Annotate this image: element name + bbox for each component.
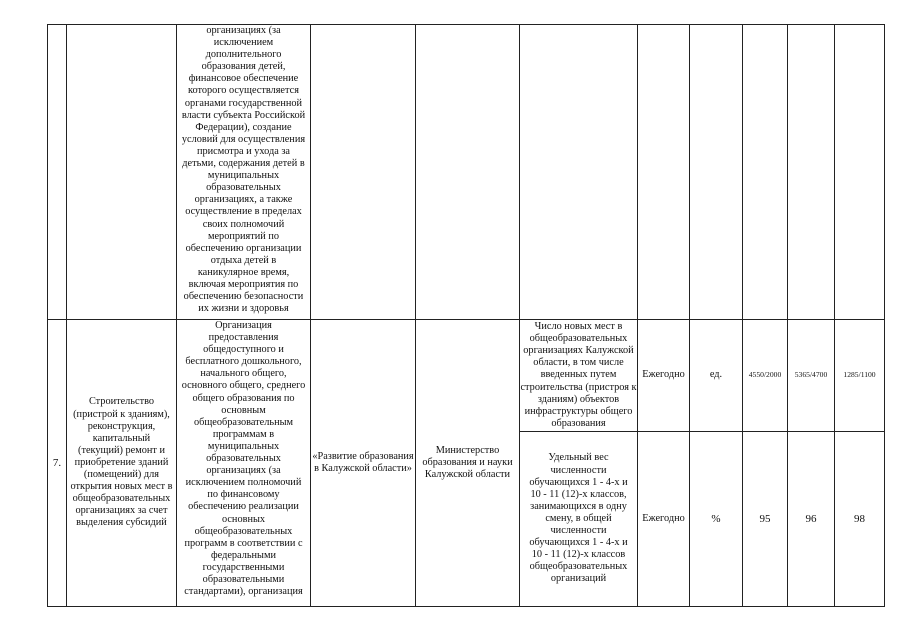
indicator-value: 96 (805, 512, 817, 525)
indicator-value: 95 (759, 512, 771, 525)
indicator-unit: % (711, 512, 721, 525)
indicator-periodicity: Ежегодно (642, 512, 685, 524)
indicator-value: 98 (854, 512, 865, 525)
row-number: 7. (52, 456, 62, 469)
indicator-unit: ед. (709, 369, 723, 381)
table-border-bottom (47, 606, 885, 607)
executor-name: Министерство образования и науки Калужской области (422, 444, 513, 481)
powers-continued-text: организациях (за исключением дополнительного образования детей, финансовое обеспечение которого осуществляется органами государственной власти субъекта Российской Федерации), создание условий для осуществления присмотра и ухода за детьми, содержания детей в муниципальных образовательных организациях, а также осуществление в пределах своих полномочий мероприятий по обеспечению организации отдыха детей в каникулярное время, включая мероприятия по обеспечению безопасности их жизни и здоровья (181, 25, 306, 315)
indicator-value: 4550/2000 (748, 370, 782, 380)
indicator-name: Удельный вес численности обучающихся 1 - 4-х и 10 - 11 (12)-х классов, занимающихся в одну смену, в общей численности обучающихся 1 - 4-х и 10 - 11 (12)-х классов общеобразовательных организаций (529, 452, 628, 585)
indicator-value: 5365/4700 (794, 370, 828, 380)
indicator-value: 1285/1100 (843, 370, 876, 380)
powers-text: Организация предоставления общедоступного и бесплатного дошкольного, начального общего, основного общего, среднего общего образования по основным общеобразовательным программам в муниципальных образовательных организациях (за исключением полномочий по финансовому обеспечению реализации основных общеобразовательных программ в соответствии с федеральными государственными образовательными стандартами), организация (181, 320, 306, 598)
program-name: «Развитие образования в Калужской области» (312, 450, 414, 474)
table-border-top (47, 24, 885, 25)
task-text: Строительство (пристрой к зданиям), реконструкция, капитальный (текущий) ремонт и приобретение зданий (помещений) для открытия новых мест в общеобразовательных организациях за счет выделения субсидий (70, 396, 173, 529)
table-border-right (884, 24, 885, 607)
indicator-periodicity: Ежегодно (642, 369, 685, 381)
indicator-name: Число новых мест в общеобразовательных организациях Калужской области, в том числе введенных путем строительства (пристроя к зданиям) объектов инфраструктуры общего образования (520, 321, 637, 429)
